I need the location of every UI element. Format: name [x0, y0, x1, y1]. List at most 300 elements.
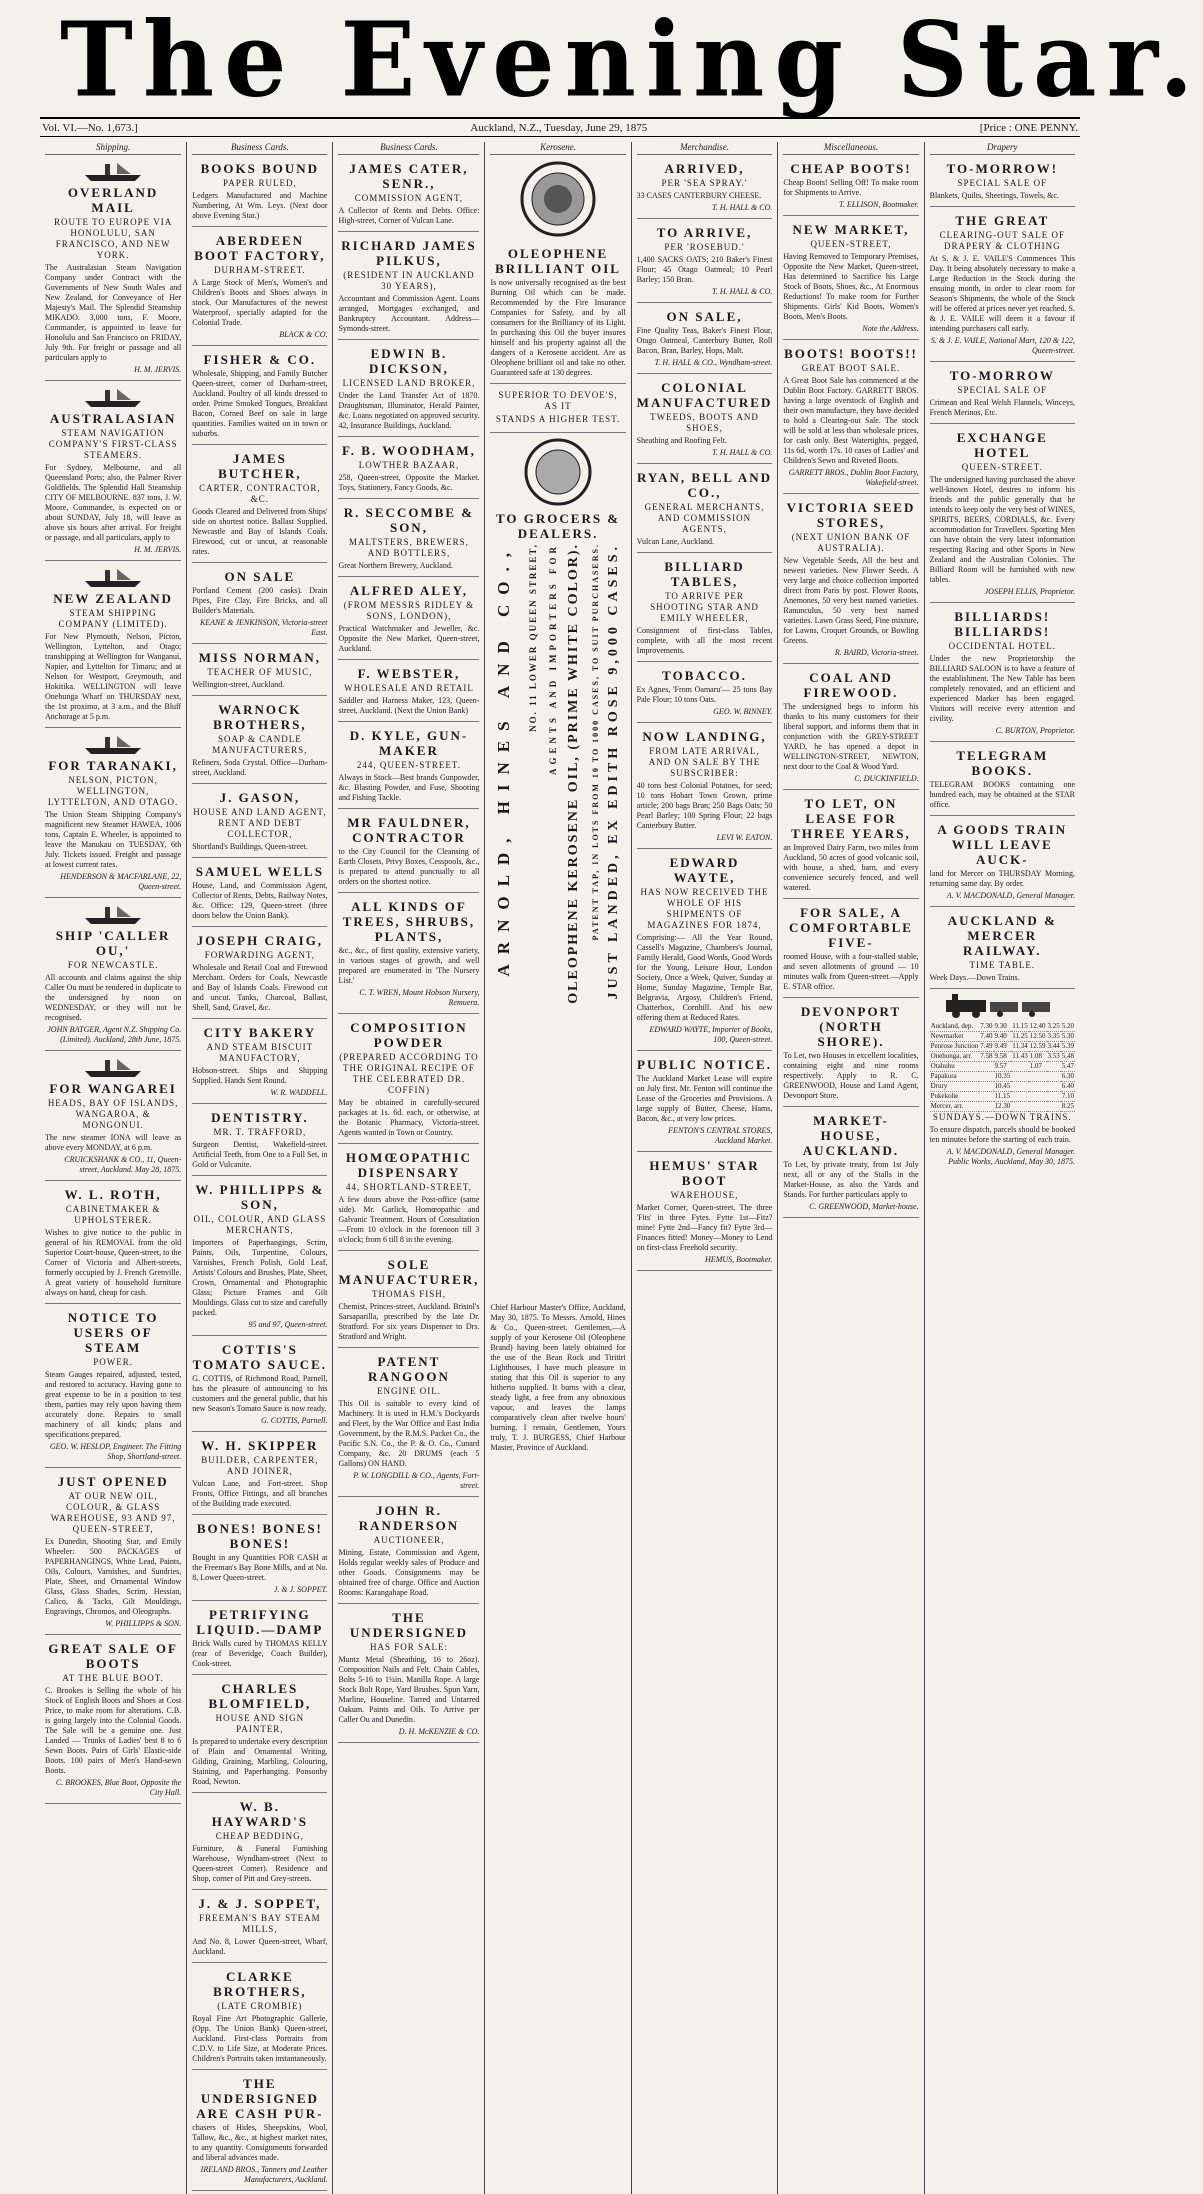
advertisement: [338, 1017, 479, 1144]
column-kerosene: [484, 142, 630, 2194]
advertisement: [338, 235, 479, 340]
column-shipping: [40, 142, 186, 2194]
advertisement: [192, 1339, 327, 1432]
ad-body: Wholesale, Shipping, and Family Butcher Queen-street, corner of Durham-street, Auckland. Poultry of all kinds dressed to order. Prime Smoked Tongues, Breakfast Bacon, Corned Beef on sale in large quantities. Families waited on in town or suburbs.: [192, 369, 328, 438]
advertisement: [783, 902, 918, 998]
ad-body: Wishes to give notice to the public in general of his REMOVAL from the old Superior Court-house, Queen-street, to the Corner of Victoria and Albert-streets, formerly occupied by J. French Grenville. A great variety of household furniture always on hand, cheap for cash.: [45, 1228, 182, 1297]
advertisement: [192, 647, 327, 696]
ad-title: TO ARRIVE,: [656, 225, 753, 240]
departure-time: [1029, 1072, 1047, 1082]
timetable-row: [930, 1072, 1075, 1082]
departure-time: 12.50: [1029, 1032, 1046, 1040]
medal-seal-icon: [518, 159, 598, 239]
ad-title: HOMŒOPATHIC DISPENSARY: [345, 1150, 473, 1180]
ad-subtitle: HOUSE AND SIGN PAINTER,: [215, 1713, 305, 1734]
departure-time: [979, 1102, 993, 1112]
departure-time: 3.53: [1047, 1052, 1060, 1060]
advertisement: [45, 1184, 181, 1304]
ad-body: A few doors above the Post-office (same side). Mr. Garlick, Homœopathic and Galvanic Treatment. Hours of Consultation—From 10 o'clock in the forenoon till 3 o'clock; from 6 till 8 in the evening.: [338, 1195, 480, 1244]
ad-body: The undersigned having purchased the above well-known Hotel, desires to inform his friends and the public generally that he intends to keep only the very best of WINES, SPIRITS, BEERS, CORDIALS, &c. Every accommodation for Travellers. Sporting Men can have obtain the very latest information respecting Racing and other Sports in New Zealand and the Australian Colonies. The Billiard Room will be furnished with new tables.: [929, 475, 1075, 584]
advertisement: [338, 1500, 479, 1604]
ad-signature: GEO. W. HESLOP, Engineer. The Fitting Shop, Shortland-street.: [49, 1442, 182, 1461]
steamship-icon: [83, 1057, 143, 1079]
price-label: [Price : ONE PENNY.: [979, 121, 1078, 134]
departure-time: 12.59: [1029, 1042, 1046, 1050]
advertisement: [637, 222, 773, 303]
ad-title: THE UNDERSIGNED: [349, 1610, 468, 1640]
ad-body: To Let, two Houses in excellent localities, containing eight and nine rooms respectively. Apply to R. C. GREENWOOD, House and Land Agent, Devonport Store.: [783, 1051, 919, 1100]
ad-body: The Auckland Market Lease will expire on July first. Mr. Fenton will continue the Lease of the Groceries and Provisions. A large supply of Butter, Cheese, Hams, Bacon, &c., at very low prices.: [636, 1074, 773, 1123]
ad-title: JOHN R. RANDERSON: [358, 1503, 460, 1533]
advertisement: [637, 665, 773, 723]
advertisement: [192, 930, 327, 1019]
ad-body: Ex Agnes, 'From Oamaru'— 25 tons Bay Pale Flour; 10 tons Oats.: [636, 685, 773, 704]
ad-title: BOOTS! BOOTS!!: [784, 346, 918, 361]
ad-body: And No. 8, Lower Queen-street, Wharf, Auckland.: [192, 1937, 328, 1956]
advertisement: [930, 745, 1075, 816]
advertisement: [45, 731, 181, 898]
ad-title: CHEAP BOOTS!: [790, 161, 912, 176]
ad-signature: 95 and 97, Queen-street.: [248, 1320, 328, 1329]
column-merchandise: [631, 142, 778, 2194]
steamship-icon: [83, 734, 143, 756]
ad-title: COMPOSITION POWDER: [350, 1020, 468, 1050]
timetable-footer: To ensure dispatch, parcels should be booked ten minutes before the starting of each train.: [929, 1125, 1075, 1144]
ad-subtitle: TO ARRIVE PER SHOOTING STAR AND EMILY WHEELER,: [650, 591, 759, 623]
sundays-heading: SUNDAYS.—DOWN TRAINS.: [932, 1112, 1072, 1122]
ad-title: FOR TARANAKI,: [48, 758, 178, 773]
advertisement: [45, 1638, 181, 1804]
vertical-line: PATENT TAP, IN LOTS FROM 10 TO 1000 CASES, TO SUIT PURCHASERS.: [591, 543, 601, 941]
column-header: Drapery: [930, 142, 1075, 155]
ad-title: SHIP 'CALLER OU,': [55, 928, 171, 958]
ad-title: SUPERIOR TO DEVOE'S, AS IT: [498, 390, 618, 411]
train-icon: [942, 992, 1062, 1020]
ad-body: Practical Watchmaker and Jeweller, &c. Opposite the New Market, Queen-street, Auckland.: [338, 624, 480, 653]
advertisement: [192, 230, 327, 346]
departure-time: 1.07: [1029, 1062, 1047, 1072]
ad-subtitle: HOUSE AND LAND AGENT, RENT AND DEBT COLLECTOR,: [193, 807, 327, 839]
advertisement: [192, 1435, 327, 1515]
ad-title: NOTICE TO USERS OF STEAM: [67, 1310, 159, 1355]
ad-title: ABERDEEN BOOT FACTORY,: [194, 233, 326, 263]
advertisement: [192, 861, 327, 927]
ad-subtitle: COMMISSION AGENT,: [354, 193, 464, 203]
ad-body: For New Plymouth, Nelson, Picton, Wellington, Lyttelton, and Otago; transhipping at Wellington for Wanganui, Napier, and Lyttelton for Timaru; and at Nelson for Westport, Greymouth, and Hokitika. WELLINGTON will leave Onehunga Wharf on THURSDAY next, the 1st proximo, at 3 a.m., and the Bluff Anchorage at 5 p.m.: [45, 632, 182, 721]
ad-title: BONES! BONES! BONES!: [196, 1521, 323, 1551]
ad-title: TO-MORROW: [949, 368, 1055, 383]
ad-signature: BLACK & CO.: [279, 330, 328, 339]
ad-title: J. GASON,: [219, 790, 301, 805]
grocers-heading: TO GROCERS & DEALERS.: [495, 511, 621, 541]
ad-signature: HEMUS, Bootmaker.: [705, 1255, 773, 1264]
ad-title: TELEGRAM BOOKS.: [956, 748, 1049, 778]
ad-subtitle: SPECIAL SALE OF: [957, 178, 1048, 188]
ad-title: AUSTRALASIAN: [49, 411, 177, 426]
ad-subtitle: LOWTHER BAZAAR,: [358, 460, 460, 470]
ad-title: R. SECCOMBE & SON,: [343, 505, 475, 535]
ad-body: Vulcan Lane, and Fort-street. Shop Fronts, Office Fittings, and all branches of the Building trade executed.: [192, 1479, 328, 1508]
advertisement: [637, 1054, 773, 1152]
ad-title: THE GREAT: [955, 213, 1050, 228]
advertisement: [45, 901, 181, 1051]
ad-title: COLONIAL MANUFACTURED: [636, 380, 773, 410]
departure-time: 1.08: [1029, 1052, 1047, 1062]
ad-subtitle: HAS FOR SALE:: [369, 1642, 448, 1652]
advertisement: [192, 1966, 327, 2070]
column-header: Kerosene.: [490, 142, 625, 155]
departure-time: [1047, 1092, 1061, 1102]
ad-subtitle: CARTER, CONTRACTOR, &C.: [199, 483, 321, 504]
ad-title: J. & J. SOPPET,: [198, 1896, 322, 1911]
ad-title: OVERLAND MAIL: [67, 185, 159, 215]
ad-body: Blankets, Quilts, Sheetings, Towels, &c.: [929, 191, 1059, 200]
ad-subtitle: NELSON, PICTON, WELLINGTON, LYTTELTON, AND OTAGO.: [47, 775, 179, 807]
ad-subtitle: QUEEN-STREET,: [810, 239, 892, 249]
advertisement: [192, 1022, 327, 1104]
ad-subtitle: (RESIDENT IN AUCKLAND 30 YEARS),: [343, 270, 475, 291]
advertisement: [338, 1607, 479, 1743]
ad-signature: KEANE & JENKINSON, Victoria-street East.: [199, 618, 328, 637]
ad-body: A Collector of Rents and Debts. Office: High-street, Corner of Vulcan Lane.: [338, 206, 480, 225]
timetable-row: [930, 1102, 1075, 1112]
ad-title: ARRIVED,: [664, 161, 745, 176]
ad-body: Steam Gauges repaired, adjusted, tested, and restored to accuracy. Having gone to great expense to be in a position to test them, parties may rely upon having them accurately done. Repairs to small machinery of all kinds; plans and specifications prepared.: [45, 1370, 182, 1439]
ad-title: EDWIN B. DICKSON,: [368, 346, 449, 376]
ad-body: to the City Council for the Cleansing of Earth Closets, Privy Boxes, Cesspools, &c., is prepared to attend punctually to all orders on the shortest notice.: [338, 847, 480, 886]
advertisement: [338, 812, 479, 893]
advertisement: [783, 497, 918, 664]
ad-body: Bought in any Quantities FOR CASH at the Freeman's Bay Bone Mills, and at No. 8, Lower Queen-street.: [192, 1553, 328, 1582]
ad-title: A GOODS TRAIN WILL LEAVE AUCK-: [937, 822, 1068, 867]
advertisement: [192, 349, 327, 445]
departure-time: [979, 1062, 993, 1072]
ad-title: OLEOPHENE BRILLIANT OIL: [495, 246, 621, 276]
departure-time: 10.35: [994, 1072, 1011, 1080]
ad-signature: D. H. McKENZIE & CO.: [398, 1727, 480, 1736]
ad-body: Sheathing and Roofing Felt.: [636, 436, 727, 445]
ad-title: JAMES CATER, SENR.,: [349, 161, 469, 191]
advertisement: [637, 467, 773, 553]
advertisement: [637, 1155, 773, 1271]
ad-signature: W. R. WADDELL.: [270, 1088, 328, 1097]
ad-subtitle: CABINETMAKER & UPHOLSTERER.: [65, 1204, 161, 1225]
advertisement: [192, 1678, 327, 1793]
station-name: Drury: [930, 1082, 980, 1092]
steamship-icon: [83, 904, 143, 926]
ad-subtitle: QUEEN-STREET.: [961, 462, 1043, 472]
ad-subtitle: CHEAP BEDDING,: [215, 1831, 304, 1841]
ad-title: PETRIFYING LIQUID.—DAMP: [196, 1607, 324, 1637]
vertical-line: ARNOLD, HINES AND CO.,: [494, 543, 514, 977]
ad-signature: GEO. W. BINNEY.: [713, 707, 773, 716]
ad-subtitle: FREEMAN'S BAY STEAM MILLS,: [199, 1913, 321, 1934]
advertisement: [783, 219, 918, 340]
ad-subtitle: GENERAL MERCHANTS, AND COMMISSION AGENTS,: [644, 502, 765, 534]
ad-title: F. WEBSTER,: [357, 666, 461, 681]
ad-signature: J. & J. SOPPET.: [273, 1585, 328, 1594]
ad-signature: IRELAND BROS., Tanners and Leather Manufacturers, Auckland.: [200, 2165, 328, 2184]
ad-body: Surgeon Dentist, Wakefield-street. Artificial Teeth, from One to a Full Set, in Gold or Vulcanite.: [192, 1140, 328, 1169]
vertical-line: NO. 11 LOWER QUEEN STREET,: [528, 543, 539, 732]
departure-time: 11.15: [1012, 1022, 1028, 1030]
ad-body: 258, Queen-street, Opposite the Market. Toys, Stationery, Fancy Goods, &c.: [338, 473, 480, 492]
ad-title: FOR SALE, A COMFORTABLE FIVE-: [789, 905, 913, 950]
departure-time: 5.20: [1061, 1022, 1074, 1030]
ad-title: DEVONPORT (NORTH SHORE).: [800, 1004, 902, 1049]
station-name: Penrose Junction: [930, 1042, 979, 1050]
ad-signature: CRUICKSHANK & CO., 11, Queen-street, Auckland. May 28, 1875.: [64, 1155, 182, 1174]
masthead: [60, 0, 1203, 121]
departure-time: 9.58: [994, 1052, 1012, 1062]
departure-time: [1011, 1092, 1029, 1102]
advertisement: [930, 158, 1075, 207]
ad-body: Furniture, & Funeral Furnishing Warehouse, Wyndham-street (Next to Queen-street Corner). Residence and Shop, corner of Pitt and Grey-streets.: [192, 1844, 328, 1883]
vertical-line: AGENTS AND IMPORTERS FOR: [548, 543, 559, 775]
ad-subtitle: PER 'SEA SPRAY.': [661, 178, 748, 188]
ad-title: WARNOCK BROTHERS,: [213, 702, 307, 732]
ad-title: TO LET, ON LEASE FOR THREE YEARS,: [791, 796, 911, 841]
ad-signature: T. H. HALL & CO., Wyndham-street.: [654, 358, 773, 367]
departure-time: [1047, 1102, 1061, 1112]
ad-signature: S. & J. E. VAILE, National Mart, 120 & 122, Queen-street.: [930, 336, 1075, 355]
ad-body: Portland Cement (200 casks). Drain Pipes, Fire Clay, Fire Bricks, and all Builder's Materials.: [192, 586, 328, 615]
ad-subtitle: (LATE CROMBIE): [217, 2001, 303, 2011]
ad-body: Mining, Estate, Commission and Agent, Holds regular weekly sales of Produce and other Goods. Consignments may be obtained free of charge. Office and Auction Rooms: Karangahape Road.: [338, 1548, 480, 1597]
advertisement: [930, 427, 1075, 603]
ad-subtitle: AT THE BLUE BOOT.: [62, 1673, 164, 1683]
advertisement: [783, 158, 918, 216]
volume-number: Vol. VI.—No. 1,673.]: [42, 121, 138, 134]
ad-body: Royal Fine Art Photographic Gallerie, (Opp. The Union Bank) Queen-street, Auckland. First-class Portraits from C.D.V. to Life Size, at Moderate Prices. Children's Portraits taken instantaneously.: [192, 2014, 328, 2063]
ad-signature: T. H. HALL & CO.: [711, 287, 773, 296]
advertisement: [192, 1893, 327, 1963]
ad-subtitle: 244, QUEEN-STREET.: [356, 760, 461, 770]
ad-subtitle: (PREPARED ACCORDING TO THE ORIGINAL RECIPE OF THE CELEBRATED DR. COFFIN): [339, 1052, 479, 1095]
vertical-line: OLEOPHENE KEROSENE OIL, (PRIME WHITE COLOR).: [566, 543, 582, 1004]
station-name: Papakura: [930, 1072, 980, 1082]
departure-time: 3.35: [1047, 1032, 1060, 1040]
ad-signature: H. M. JERVIS.: [134, 365, 182, 374]
ad-body: Consignment of first-class Tables, complete, with all the most recent Improvements.: [636, 626, 773, 655]
departure-time: 7.10: [1061, 1092, 1074, 1100]
advertisement: [192, 2073, 327, 2191]
advertisement: [637, 852, 773, 1051]
ad-subtitle: PAPER RULED,: [223, 178, 297, 188]
ad-title: MARKET-HOUSE, AUCKLAND.: [802, 1113, 900, 1158]
ad-signature: R. BAIRD, Victoria-street.: [834, 648, 919, 657]
ad-signature: LEVI W. EATON.: [716, 833, 773, 842]
steamship-icon: [83, 567, 143, 589]
advertisement: [192, 158, 327, 227]
column-header: Merchandise.: [637, 142, 773, 155]
ad-subtitle: CLEARING-OUT SALE OF DRAPERY & CLOTHING: [939, 230, 1065, 251]
ad-body: All accounts and claims against the ship Caller Ou must be rendered in duplicate to the undersigned by noon on WEDNESDAY, or they will not be recognised.: [45, 973, 182, 1022]
column-header: Shipping.: [45, 142, 181, 155]
ad-title: SOLE MANUFACTURER,: [338, 1257, 480, 1287]
advertisement: [637, 158, 773, 219]
ad-title: PUBLIC NOTICE.: [637, 1057, 772, 1072]
ad-subtitle: TWEEDS, BOOTS AND SHOES,: [650, 412, 759, 433]
ad-title: RYAN, BELL AND CO.,: [636, 470, 773, 500]
ad-sub: STANDS A HIGHER TEST.: [495, 414, 621, 424]
ad-signature: W. PHILLIPPS & SON.: [105, 1619, 182, 1628]
advertisement: [192, 1179, 327, 1336]
departure-time: [1011, 1082, 1029, 1092]
ad-subtitle: (FROM MESSRS RIDLEY & SONS, LONDON),: [343, 600, 475, 621]
ad-body: Saddler and Harness Maker, 123, Queen-street, Auckland. (Next the Union Bank): [338, 696, 480, 715]
ad-subtitle: STEAM SHIPPING COMPANY (LIMITED).: [58, 608, 168, 629]
advertisement: [192, 699, 327, 784]
departure-time: [1047, 1062, 1061, 1072]
ad-subtitle: AND STEAM BISCUIT MANUFACTORY,: [206, 1042, 314, 1063]
advertisement: [783, 1110, 918, 1218]
ad-body: Chemist, Princes-street, Auckland. Bristol's Sarsaparilla, prescribed by the late Dr. Stratford. For six years Dispenser to Drs. Stratford and Wright.: [338, 1302, 480, 1341]
advertisement: [338, 580, 479, 660]
advertisement: [45, 1471, 181, 1635]
ad-title: COTTIS'S TOMATO SAUCE.: [192, 1342, 328, 1372]
advertisement: [45, 564, 181, 728]
ad-title: HEMUS' STAR BOOT: [649, 1158, 760, 1188]
departure-time: 5.48: [1061, 1052, 1074, 1060]
ad-title: D. KYLE, GUN-MAKER: [349, 728, 469, 758]
column-header: Miscellaneous.: [783, 142, 918, 155]
ad-body: Crimean and Real Welsh Flannels, Winceys, French Merinos, Etc.: [929, 398, 1075, 417]
ad-title: CITY BAKERY: [203, 1025, 317, 1040]
departure-time: 5.39: [1061, 1042, 1074, 1050]
departure-time: 11.25: [1012, 1032, 1028, 1040]
ad-subtitle: FOR NEWCASTLE.: [67, 960, 159, 970]
advertisement: [192, 1796, 327, 1890]
ad-subtitle: ROUTE TO EUROPE VIA HONOLULU, SAN FRANCISCO, AND NEW YORK.: [53, 217, 173, 260]
ad-subtitle: TEACHER OF MUSIC,: [207, 667, 313, 677]
ad-body: Wellington-street, Auckland.: [192, 680, 285, 689]
ad-title: CLARKE BROTHERS,: [213, 1969, 307, 1999]
advertisement: [192, 1518, 327, 1601]
ad-subtitle: WHOLESALE AND RETAIL: [344, 683, 474, 693]
ad-title: F. B. WOODHAM,: [342, 443, 476, 458]
ad-subtitle: HAS NOW RECEIVED THE WHOLE OF HIS SHIPMENTS OF MAGAZINES FOR 1874,: [640, 887, 769, 930]
departure-time: 7.49: [980, 1042, 993, 1050]
timetable-row: [930, 1032, 1075, 1042]
departure-time: 12.30: [994, 1102, 1011, 1110]
ad-signature: C. DUCKINFIELD.: [854, 774, 919, 783]
ad-title: NOW LANDING,: [642, 729, 767, 744]
departure-time: [1011, 1102, 1029, 1112]
advertisement: [783, 343, 918, 494]
departure-time: 9.30: [994, 1022, 1012, 1032]
ad-subtitle: FROM LATE ARRIVAL, AND ON SALE BY THE SUBSCRIBER:: [648, 746, 761, 778]
ad-title: COAL AND FIREWOOD.: [803, 670, 899, 700]
ad-body: Is prepared to undertake every description of Plain and Ornamental Writing, Gilding, Graining, Marbling, Colouring, Staining, and Paperhanging. Ponsonby Road, Newton.: [192, 1737, 328, 1786]
column-miscellaneous: [777, 142, 923, 2194]
advertisement: [192, 566, 327, 644]
ad-body: The undersigned begs to inform his thanks to his many customers for their liberal support, and informs them that in conjunction with the GREY-STREET YARD, he has opened a depot in WELLINGTON-STREET, NEWTON, next door to the Coal & Wood Yard.: [783, 702, 919, 771]
ad-body: To Let, by private treaty, from 1st July next, all or any of the Stalls in the Market-House, as also the Yards and Stands. For further particulars apply to: [783, 1160, 919, 1199]
departure-time: [1011, 1072, 1029, 1082]
ad-oleophene: [490, 243, 625, 384]
ad-subtitle: OIL, COLOUR, AND GLASS MERCHANTS,: [193, 1214, 327, 1235]
ad-signature: T. H. HALL & CO.: [711, 448, 773, 457]
timetable-row: [930, 1022, 1075, 1032]
ad-body: C. Brookes is Selling the whole of his Stock of English Boots and Shoes at Cost Price, to make room for alterations. C.B. is going largely into the Colonial Goods. The Sale will be a genuine one. Just Landed — Trunks of Ladies' best 8 to 6 Sewn Boots. Pairs of Girls' Elastic-side Boots. 100 pairs of Men's Hand-sewn Boots.: [45, 1686, 182, 1775]
ad-body: &c., &c., of first quality, extensive variety, in various stages of growth, and well prepared are enumerated in 'The Nursery List.': [338, 946, 480, 985]
ad-signature: GARRETT BROS., Dublin Boot Factory, Wakefield-street.: [788, 468, 919, 487]
ad-body: land for Mercer on THURSDAY Morning, returning same day. By order.: [929, 869, 1075, 888]
departure-time: [1047, 1072, 1061, 1082]
advertisement: [192, 1604, 327, 1675]
ad-title: NEW MARKET,: [792, 222, 910, 237]
departure-time: [979, 1082, 993, 1092]
ad-body: Vulcan Lane, Auckland.: [636, 537, 714, 546]
station-name: Onehunga, arr.: [930, 1052, 980, 1062]
ad-title: MISS NORMAN,: [198, 650, 321, 665]
departure-time: 8.25: [1061, 1102, 1074, 1110]
ad-title: FISHER & CO.: [203, 352, 317, 367]
ad-subtitle: PER 'ROSEBUD.': [664, 242, 745, 252]
ad-body: New Vegetable Seeds, All the best and newest varieties. New Flower Seeds. A very large and choice collection imported direct from Paris by post. Flower Roots, Anemones, 50 very best named varieties. Ranunculus, 50 very best named varieties. Lawn Grass Seed, Fine mixture, for Lawns, Croquet Grounds, or Bowling Greens.: [783, 556, 919, 645]
ad-title: W. L. ROTH,: [64, 1187, 162, 1202]
ad-signature: G. COTTIS, Parnell.: [261, 1416, 328, 1425]
departure-time: 11.34: [1012, 1042, 1028, 1050]
ad-subtitle: FORWARDING AGENT,: [204, 950, 316, 960]
advertisement: [783, 1001, 918, 1107]
departure-time: [1029, 1092, 1047, 1102]
advertisement: [192, 448, 327, 563]
ad-subtitle: GREAT BOOT SALE.: [801, 363, 901, 373]
dateline-bar: [40, 117, 1080, 137]
ad-body: Market Corner, Queen-street. The three 'Fits' in three Fytes. Fytte 1st—Fitz? mine! Fytte 2nd—Fancy fit? Fytte 3rd—Finances fitted! Money—Money to Lend on first-class Freehold security.: [636, 1203, 773, 1252]
ad-signature: FENTON'S CENTRAL STORES, Auckland Market.: [668, 1126, 773, 1145]
ad-title: SAMUEL WELLS: [195, 864, 324, 879]
ad-body: Hobson-street. Ships and Shipping Supplied. Hands Sent Round.: [192, 1066, 328, 1085]
ad-body: Goods Cleared and Delivered from Ships' side on shortest notice. Ballast Supplied. Newcastle and Bay of Islands Coals. Firewood, cut or uncut, at reasonable rates.: [192, 507, 328, 556]
timetable-row: [930, 1052, 1075, 1062]
column-header: Business Cards.: [192, 142, 327, 155]
ad-body: Under the new Proprietorship the BILLIARD SALOON is to have a feature of the establishment. The New Table has been completely renovated, and an efficient and experienced Marker has been engaged. Visitors will receive every attention and civility.: [929, 654, 1075, 723]
advertisement: [637, 556, 773, 662]
departure-time: 5.30: [1061, 1032, 1074, 1040]
departure-time: 9.40: [994, 1032, 1012, 1042]
advertisement: [45, 1307, 181, 1468]
testimonial-letter: Chief Harbour Master's Office, Auckland, May 30, 1875. To Messrs. Arnold, Hines & Co., Queen-street. Gentlemen,—A supply of your Kerosene Oil (Oleophene Brand) having been lately obtained for the use of the Bean Rock and Tiritiri Lighthouses, I have much pleasure in stating that this Oil is superior to any hitherto supplied. It burns with a clear, steady light, a free from any obnoxious vapour, and leaves the lamps comparatively clean after twelve hours' burning. I remain, Gentlemen, Yours truly, T. J. BURGESS, Chief Harbour Master, Province of Auckland.: [490, 1303, 626, 1452]
advertisement: [783, 793, 918, 899]
departure-time: 5.47: [1061, 1062, 1074, 1070]
timetable-body: [930, 1022, 1075, 1112]
advertisement: [637, 306, 773, 374]
ad-title: BILLIARDS! BILLIARDS!: [954, 609, 1051, 639]
departure-time: [1029, 1082, 1047, 1092]
ad-body: For Sydney, Melbourne, and all Queensland Ports; also, the Palmer River Goldfields. The Splendid Hall Steamship CITY OF MELBOURNE. 837 tons, J. W. Moore, Commander, is expected on or about SUNDAY, July 18, will leave as above six hours after arrival. For freight or passage, and all particulars, apply to: [45, 463, 182, 542]
advertisement: [192, 1107, 327, 1176]
ad-body: 40 tons best Colonial Potatoes, for seed; 10 tons Hobart Town Grown, prime article; 200 bags Bran; 250 Bags Oats; 50 Pearl Barley; 100 Spring Flour; 22 bags Canterbury Butter.: [636, 781, 773, 830]
advertisement: [338, 343, 479, 437]
advertisement: [192, 787, 327, 858]
ad-subtitle: WAREHOUSE,: [670, 1190, 739, 1200]
ad-subtitle: HEADS, BAY OF ISLANDS, WANGAROA, & MONGONUI.: [47, 1098, 179, 1130]
departure-time: 9.57: [994, 1062, 1012, 1072]
advertisement: [338, 1147, 479, 1251]
ad-body: Importers of Paperhangings, Scrim, Paints, Oils, Turpentine, Colours, Varnishes, French Polish, Gold Leaf, Artists' Colours and Brushes, Plate, Sheet, Crown, Ornamental and Photographic Glass; Picture Frames and Gilt Mouldings. Glass cut to size and carefully packed.: [192, 1238, 328, 1317]
timetable-row: [930, 1092, 1075, 1102]
advertisement: [45, 158, 181, 381]
ad-title: MR FAULDNER, CONTRACTOR: [347, 815, 471, 845]
ad-body: Fine Quality Teas, Baker's Finest Flour, Otago Oatmeal, Canterbury Butter, Roll Bacon, Bran, Barley, Hops, Malt.: [636, 326, 773, 355]
ad-body: House, Land, and Commission Agent, Collector of Rents, Debts, Railway Notes, &c. Office: 129, Queen-street (three doors below the Union Bank).: [192, 881, 328, 920]
railway-timetable: [930, 1022, 1075, 1112]
ad-subtitle: SPECIAL SALE OF: [957, 385, 1048, 395]
advertisement: [338, 440, 479, 499]
